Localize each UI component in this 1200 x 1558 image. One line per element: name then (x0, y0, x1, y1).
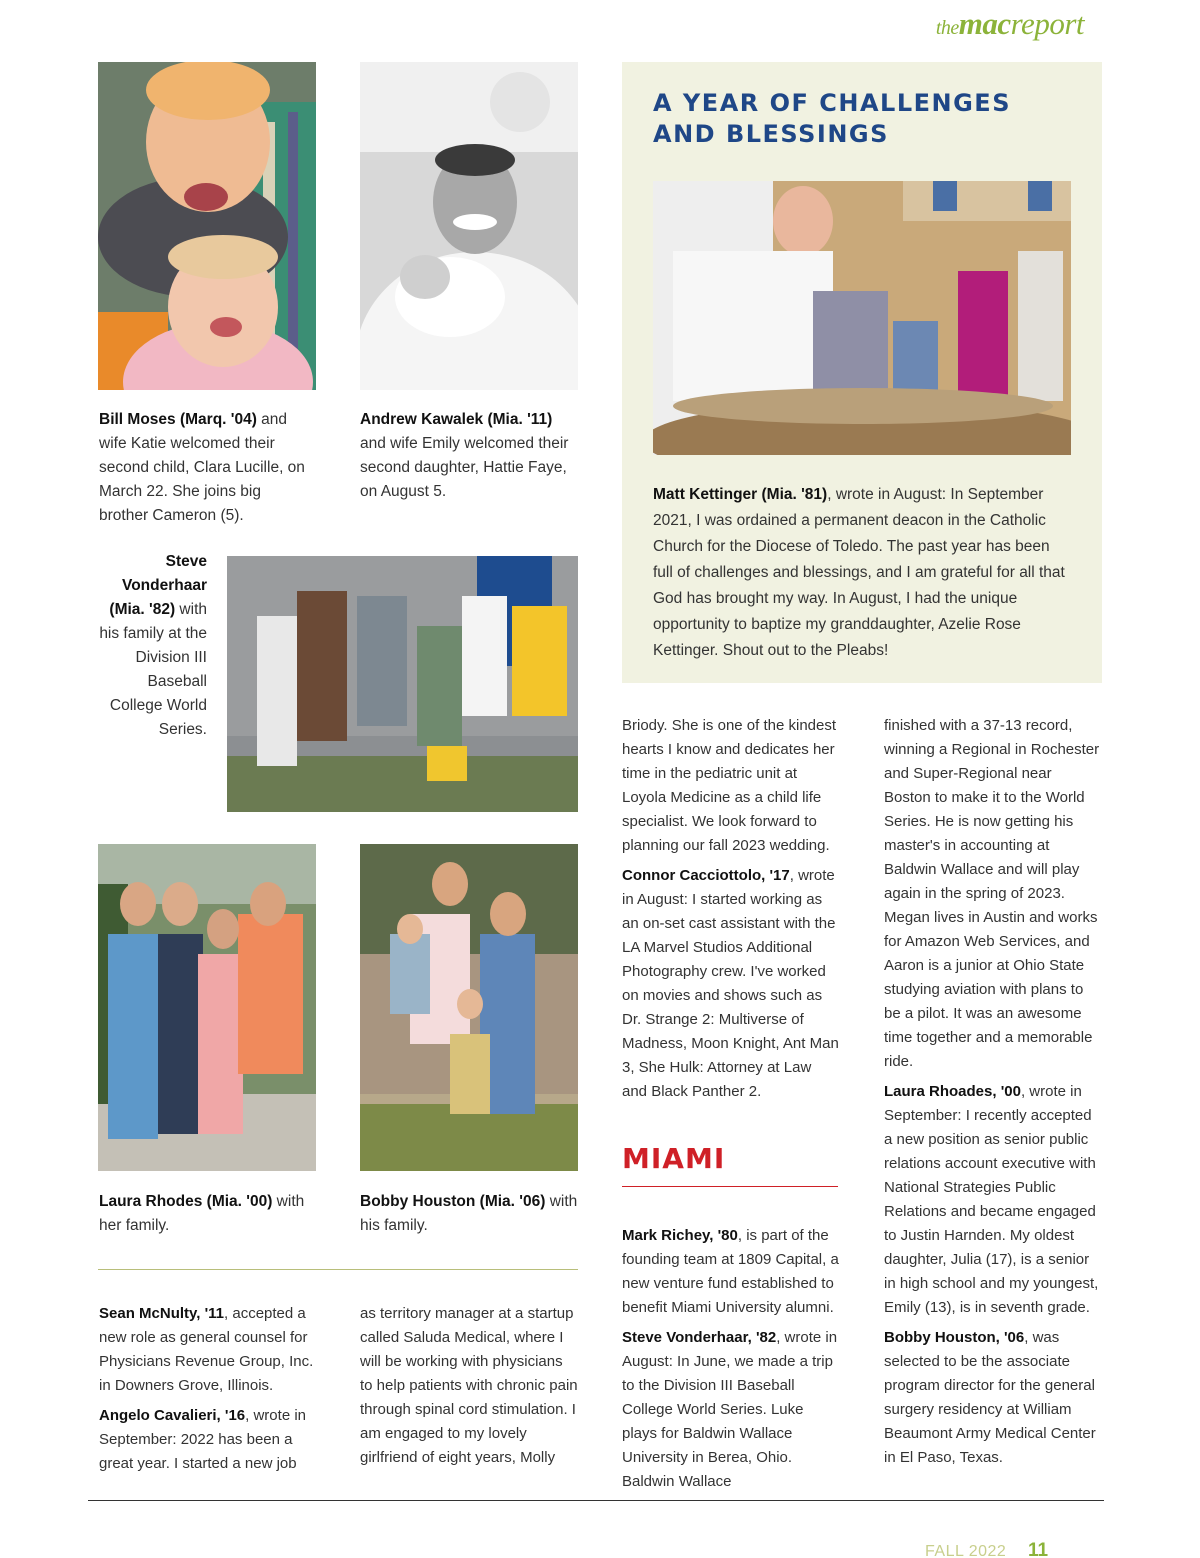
masthead-the: the (935, 17, 959, 39)
note-name: Laura Rhoades, '00 (884, 1083, 1021, 1100)
photo-baptism (653, 181, 1071, 455)
caption-bobby-houston-name: Bobby Houston (Mia. '06) (360, 1193, 546, 1210)
sidebar-feature-box (622, 62, 1102, 683)
caption-laura-rhodes-text: with her family. (99, 1193, 305, 1234)
column-2 (360, 1302, 578, 1476)
note-bobby-houston (884, 1326, 1102, 1470)
caption-laura-rhodes-name: Laura Rhodes (Mia. '00) (99, 1193, 273, 1210)
caption-andrew-kawalek-name: Andrew Kawalek (Mia. '11) (360, 411, 553, 428)
note-text: , wrote in August: In June, we made a trip to the Division III Baseball College World Series. Luke plays for Baldwin Wallace University in Berea, Ohio. Baldwin Wallace (622, 1329, 838, 1490)
caption-steve-vonderhaar-text: with his family at the Division III Baseball College World Series. (99, 601, 207, 738)
note-text: as territory manager at a startup called Saluda Medical, where I will be working with physicians to help patients with chronic pain through spinal cord stimulation. I am engaged to my lovely girlfriend of eight years, Molly (360, 1305, 578, 1466)
section-divider (98, 1269, 578, 1270)
caption-steve-vonderhaar (99, 550, 207, 742)
caption-laura-rhodes (99, 1190, 314, 1238)
note-text: Briody. She is one of the kindest hearts I know and dedicates her time in the pediatric unit at Loyola Medicine as a child life specialist. We look forward to planning our fall 2023 wedding. (622, 717, 837, 854)
note-steve-vonderhaar (622, 1326, 840, 1494)
note-name: Connor Cacciottolo, '17 (622, 867, 790, 884)
note-laura-rhoades (884, 1080, 1102, 1320)
caption-bill-moses-text: and wife Katie welcomed their second child, Clara Lucille, on March 22. She joins big brother Cameron (5). (99, 411, 305, 524)
photo-bobby-houston-family (360, 844, 578, 1171)
sidebar-body (653, 482, 1073, 664)
note-text: , wrote in August: I started working as an on-set cast assistant with the LA Marvel Studios Additional Photography crew. I've worked on movies and shows such as Dr. Strange 2: Multiverse of Madness, Moon Knight, Ant Man 3, She Hulk: Attorney at Law and Black Panther 2. (622, 867, 839, 1100)
footer-issue-label: FALL 2022 (925, 1543, 1007, 1558)
note-connor-cacciottolo (622, 864, 840, 1104)
caption-bill-moses (99, 408, 314, 528)
caption-andrew-kawalek (360, 408, 578, 504)
note-name: Angelo Cavalieri, '16 (99, 1407, 246, 1424)
photo-steve-vonderhaar-family (227, 556, 578, 812)
caption-bobby-houston-text: with his family. (360, 1193, 578, 1234)
note-text: , is part of the founding team at 1809 Capital, a new venture fund established to benefit Miami University alumni. (622, 1227, 839, 1316)
masthead-mac: mac (958, 6, 1011, 41)
caption-bill-moses-name: Bill Moses (Marq. '04) (99, 411, 257, 428)
photo-andrew-kawalek-baby (360, 62, 578, 390)
caption-andrew-kawalek-text: and wife Emily welcomed their second daughter, Hattie Faye, on August 5. (360, 435, 569, 500)
section-heading-rule (622, 1186, 838, 1187)
footer-page-number: 11 (1028, 1540, 1049, 1558)
note-name: Bobby Houston, '06 (884, 1329, 1025, 1346)
footer-rule (88, 1500, 1104, 1501)
note-name: Sean McNulty, '11 (99, 1305, 225, 1322)
caption-bobby-houston (360, 1190, 578, 1238)
photo-bill-moses-children (98, 62, 316, 390)
sidebar-title: A YEAR OF CHALLENGES AND BLESSINGS (653, 89, 1011, 148)
sidebar-matt-kettinger-name: Matt Kettinger (Mia. '81) (653, 486, 828, 503)
note-name: Mark Richey, '80 (622, 1227, 738, 1244)
masthead-logo (936, 6, 1084, 42)
caption-steve-vonderhaar-name: Steve Vonderhaar (Mia. '82) (109, 553, 207, 618)
column-3-bottom (622, 1224, 840, 1500)
note-sean-mcnulty (99, 1302, 317, 1398)
note-angelo-cavalieri (99, 1404, 317, 1476)
note-angelo-cavalieri-end (622, 714, 840, 858)
column-1 (99, 1302, 317, 1482)
note-text: , accepted a new role as general counsel for Physicians Revenue Group, Inc. in Downers Grove, Illinois. (99, 1305, 314, 1394)
note-text: , wrote in September: 2022 has been a great year. I started a new job (99, 1407, 306, 1472)
column-3-top (622, 714, 840, 1110)
note-mark-richey (622, 1224, 840, 1320)
note-text: finished with a 37-13 record, winning a Regional in Rochester and Super-Regional near Boston to make it to the World Series. He is now getting his master's in accounting at Baldwin Wallace and will play again in the spring of 2023. Megan lives in Austin and works for Amazon Web Services, and Aaron is a junior at Ohio State studying aviation with plans to be a pilot. It was an awesome time together and a memorable ride. (884, 717, 1100, 1070)
note-angelo-cavalieri-cont (360, 1302, 578, 1470)
section-heading-miami: MIAMI (622, 1142, 726, 1175)
photo-laura-rhodes-family (98, 844, 316, 1171)
note-text: , was selected to be the associate program director for the general surgery residency at William Beaumont Army Medical Center in El Paso, Texas. (884, 1329, 1096, 1466)
note-name: Steve Vonderhaar, '82 (622, 1329, 777, 1346)
note-steve-vonderhaar-cont (884, 714, 1102, 1074)
sidebar-matt-kettinger-text: , wrote in August: In September 2021, I was ordained a permanent deacon in the Catholic Church for the Diocese of Toledo. The past year has been full of challenges and blessings, and I am grateful for all that God has brought my way. In August, I had the unique opportunity to baptize my granddaughter, Azelie Rose Kettinger. Shout out to the Pleabs! (653, 486, 1065, 659)
column-4 (884, 714, 1102, 1476)
masthead-report: report (1010, 6, 1084, 41)
note-text: , wrote in September: I recently accepted a new position as senior public relations account executive with National Strategies Public Relations and became engaged to Justin Harnden. My oldest daughter, Julia (17), is a senior in high school and my youngest, Emily (13), is in seventh grade. (884, 1083, 1099, 1316)
